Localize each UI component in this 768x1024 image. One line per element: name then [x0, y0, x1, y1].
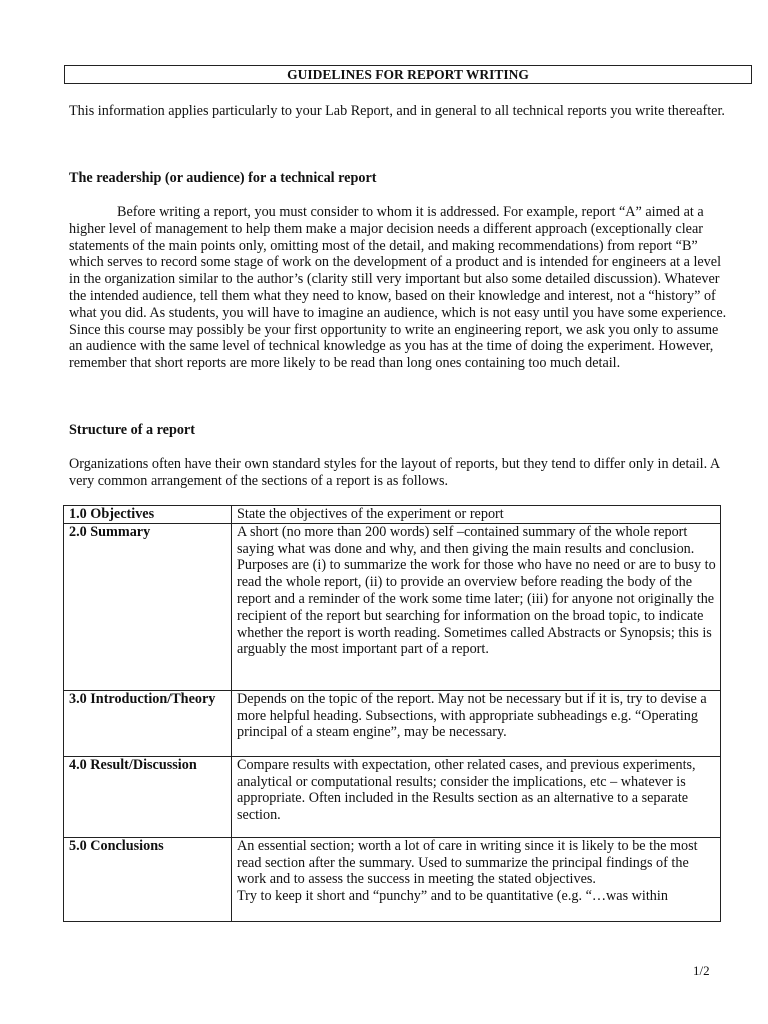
readership-paragraph: Before writing a report, you must consider to whom it is addressed. For example, report “A” aimed at a higher level of management to help them make a major decision needs a different approach (exceptionally clear statements of the main points only, omitting most of the detail, and making recommendations) from report “B” which serves to record some stage of work on the development of a product and is intended for engineers at a level in the organization similar to the author’s (clarity still very important but also some detailed discussion). Whatever the intended audience, tell them what they need to know, based on their knowledge and interest, not a “history” of what you did. As students, you will have to imagine an audience, which is not easy until you have some experience. Since this course may possibly be your first opportunity to write an engineering report, we ask you only to assume an audience with the same level of technical knowledge as you has at the time of doing the experiment. However, remember that short reports are more likely to be read than long ones containing too much detail. [69, 204, 727, 372]
table-row [64, 523, 721, 690]
section-description-part: Try to keep it short and “punchy” and to be quantitative (e.g. “…was within [237, 888, 668, 905]
section-description [232, 837, 721, 921]
readership-heading: The readership (or audience) for a technical report [69, 170, 377, 186]
section-description-part: An essential section; worth a lot of care in writing since it is likely to be the most read section after the summary. Used to summarize the principal findings of the work and to assess the success in meeting the stated objectives. [237, 837, 698, 888]
document-title: GUIDELINES FOR REPORT WRITING [64, 65, 752, 84]
page-number: 1/2 [693, 963, 710, 978]
table-row [64, 837, 721, 921]
table-row [64, 506, 721, 524]
section-description: Depends on the topic of the report. May not be necessary but if it is, try to devise a more helpful heading. Subsections, with appropriate subheadings e.g. “Operating principal of a steam engine”, may be necessary. [232, 690, 721, 756]
section-label: 1.0 Objectives [64, 506, 232, 524]
intro-paragraph: This information applies particularly to your Lab Report, and in general to all technical reports you write thereafter. [69, 103, 725, 119]
table-row [64, 690, 721, 756]
section-label: 3.0 Introduction/Theory [64, 690, 232, 756]
report-sections-table [63, 505, 721, 922]
table-row [64, 756, 721, 837]
structure-paragraph: Organizations often have their own standard styles for the layout of reports, but they tend to differ only in detail. A very common arrangement of the sections of a report is as follows. [69, 456, 720, 489]
section-label: 4.0 Result/Discussion [64, 756, 232, 837]
section-label: 5.0 Conclusions [64, 837, 232, 921]
structure-heading: Structure of a report [69, 422, 195, 438]
section-description: Compare results with expectation, other related cases, and previous experiments, analytical or computational results; consider the implications, etc – whatever is appropriate. Often included in the Results section as an alternative to a separate section. [232, 756, 721, 837]
section-label: 2.0 Summary [64, 523, 232, 690]
section-description: A short (no more than 200 words) self –contained summary of the whole report saying what was done and why, and then giving the main results and conclusion. Purposes are (i) to summarize the work for those who have no need or are to busy to read the whole report, (ii) to provide an overview before reading the body of the report and a reminder of the work some time later; (iii) for anyone not originally the recipient of the report but searching for information on the broad topic, to indicate whether the report is worth reading. Sometimes called Abstracts or Synopsis; this is arguably the most important part of a report. [232, 523, 721, 690]
section-description: State the objectives of the experiment or report [232, 506, 721, 524]
